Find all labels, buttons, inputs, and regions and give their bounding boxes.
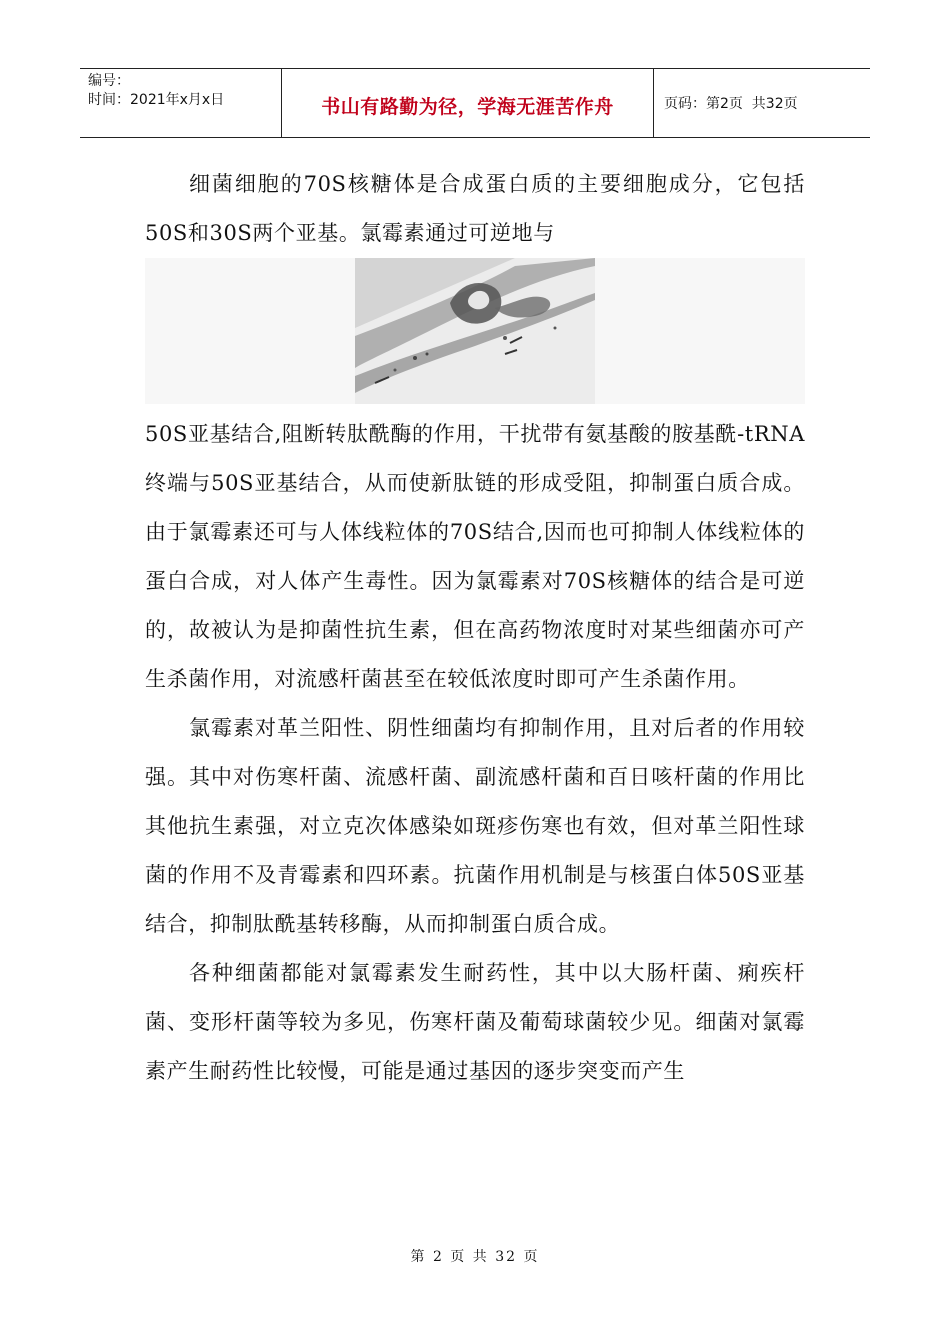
micrograph-image [355,258,595,404]
paragraph-1-continued: 50S亚基结合,阻断转肽酰酶的作用，干扰带有氨基酸的胺基酰-tRNA终端与50S亚基结合，从而使新肽链的形成受阻，抑制蛋白质合成。由于氯霉素还可与人体线粒体的70S结合,因而也可抑制人体线粒体的蛋白合成，对人体产生毒性。因为氯霉素对70S核糖体的结合是可逆的，故被认为是抑菌性抗生素，但在高药物浓度时对某些细菌亦可产生杀菌作用，对流感杆菌甚至在较低浓度时即可产生杀菌作用。 [145,422,805,691]
paragraph-2: 氯霉素对革兰阳性、阴性细菌均有抑制作用，且对后者的作用较强。其中对伤寒杆菌、流感杆菌、副流感杆菌和百日咳杆菌的作用比其他抗生素强，对立克次体感染如斑疹伤寒也有效，但对革兰阳性球菌的作用不及青霉素和四环素。抗菌作用机制是与核蛋白体50S亚基结合，抑制肽酰基转移酶，从而抑制蛋白质合成。 [145,716,805,936]
body-block-top [145,160,805,258]
page-header [80,68,870,138]
micrograph-graphic [355,258,595,404]
header-page-info [654,69,870,137]
paragraph-3: 各种细菌都能对氯霉素发生耐药性，其中以大肠杆菌、痢疾杆菌、变形杆菌等较为多见，伤寒杆菌及葡萄球菌较少见。细菌对氯霉素产生耐药性比较慢，可能是通过基因的逐步突变而产生 [145,961,805,1083]
page-footer: 第 2 页 共 32 页 [410,1249,540,1265]
header-meta [80,69,282,137]
document-date: 时间：2021年x月x日 [88,92,225,108]
paragraph-1: 细菌细胞的70S核糖体是合成蛋白质的主要细胞成分，它包括50S和30S两个亚基。氯霉素通过可逆地与 [145,172,805,245]
body-block-main [145,410,805,1096]
document-number-label: 编号： [88,73,130,89]
page-info-text: 页码：第2页 共32页 [664,96,798,112]
header-motto: 书山有路勤为径，学海无涯苦作舟 [282,69,654,137]
